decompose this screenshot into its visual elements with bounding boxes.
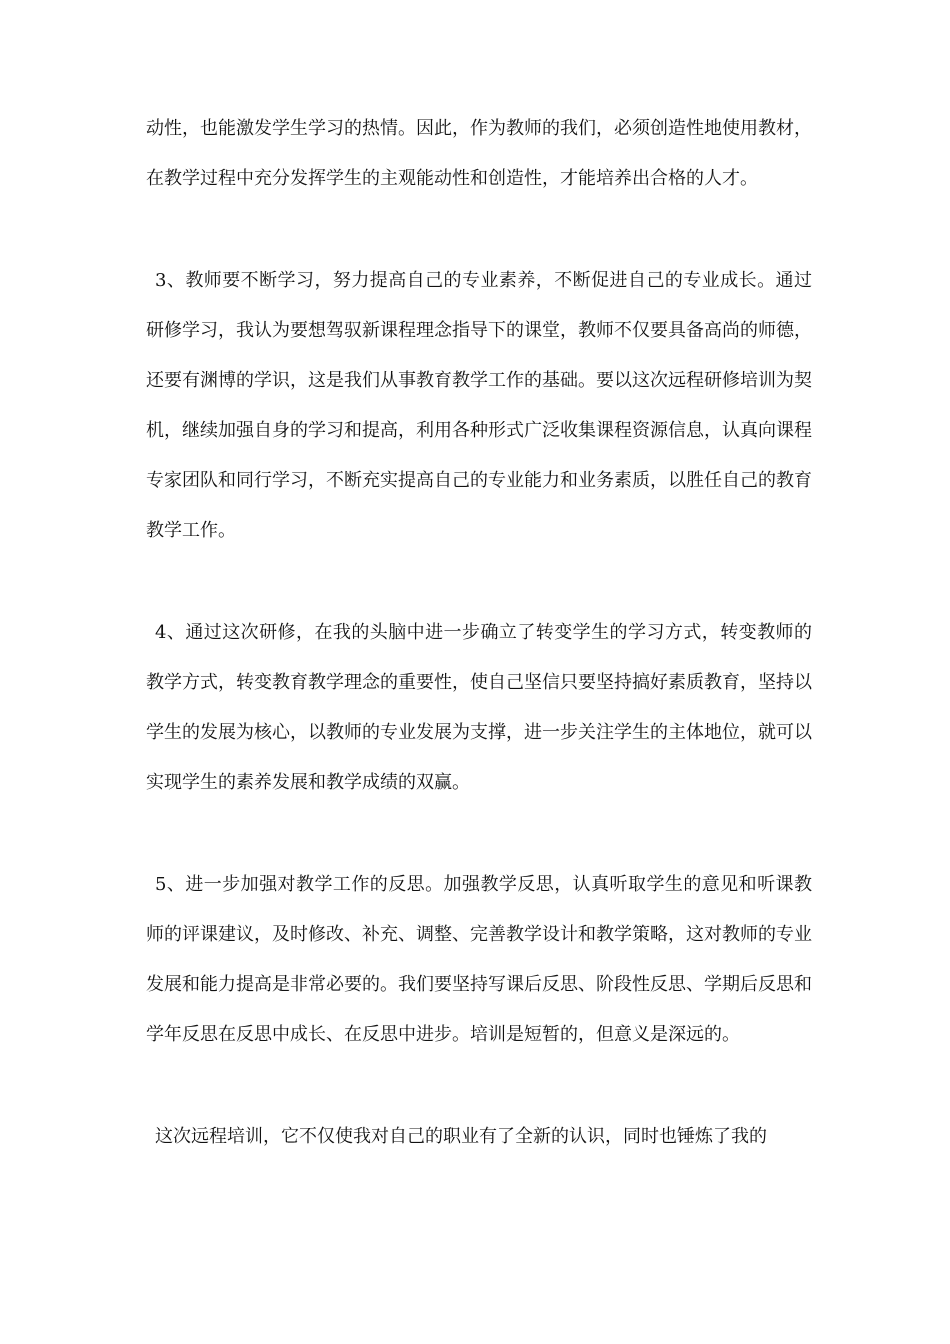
- document-body: [146, 104, 812, 1162]
- paragraph-continuation: 动性，也能激发学生学习的热情。因此，作为教师的我们，必须创造性地使用教材，在教学过程中充分发挥学生的主观能动性和创造性，才能培养出合格的人才。: [146, 118, 812, 189]
- paragraph-point-5: 5、进一步加强对教学工作的反思。加强教学反思，认真听取学生的意见和听课教师的评课建议，及时修改、补充、调整、完善教学设计和教学策略，这对教师的专业发展和能力提高是非常必要的。我们要坚持写课后反思、阶段性反思、学期后反思和学年反思在反思中成长、在反思中进步。培训是短暂的，但意义是深远的。: [146, 874, 812, 1045]
- paragraph-closing: 这次远程培训，它不仅使我对自己的职业有了全新的认识，同时也锤炼了我的: [155, 1126, 767, 1147]
- paragraph-point-4: 4、通过这次研修，在我的头脑中进一步确立了转变学生的学习方式，转变教师的教学方式，转变教育教学理念的重要性，使自己坚信只要坚持搞好素质教育，坚持以学生的发展为核心，以教师的专业发展为支撑，进一步关注学生的主体地位，就可以实现学生的素养发展和教学成绩的双赢。: [146, 622, 812, 793]
- paragraph-point-3: 3、教师要不断学习，努力提高自己的专业素养，不断促进自己的专业成长。通过研修学习，我认为要想驾驭新课程理念指导下的课堂，教师不仅要具备高尚的师德，还要有渊博的学识，这是我们从事教育教学工作的基础。要以这次远程研修培训为契机，继续加强自身的学习和提高，利用各种形式广泛收集课程资源信息，认真向课程专家团队和同行学习，不断充实提高自己的专业能力和业务素质，以胜任自己的教育教学工作。: [146, 270, 812, 541]
